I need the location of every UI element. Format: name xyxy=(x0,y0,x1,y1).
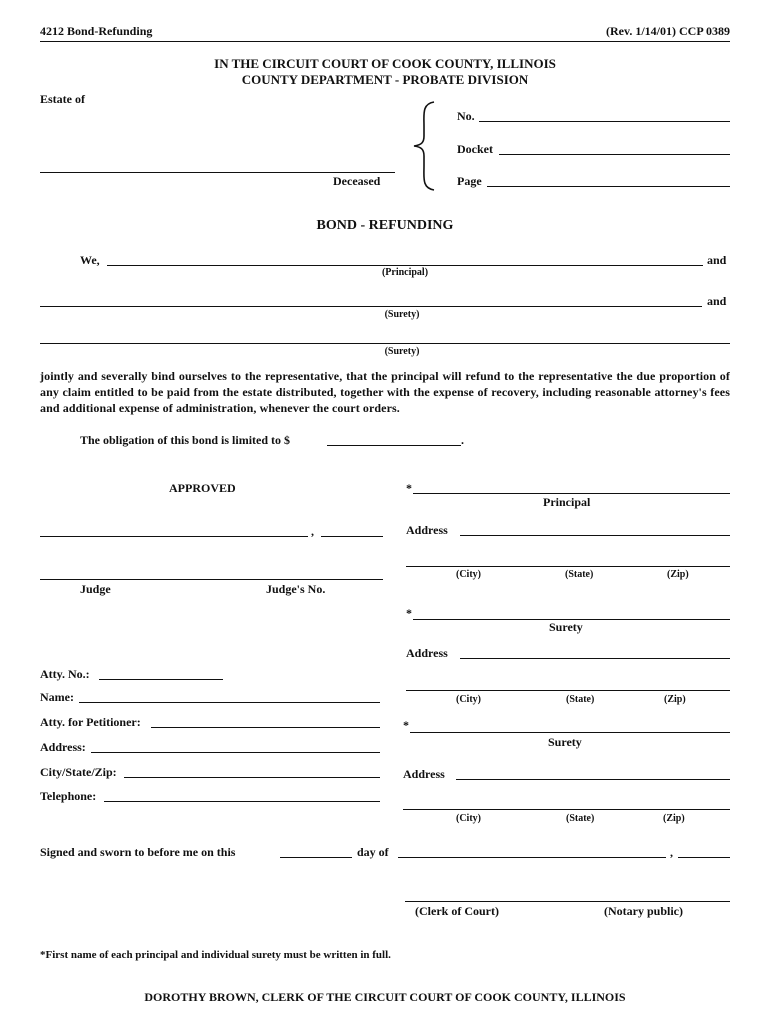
obligation-amount-line[interactable] xyxy=(327,445,461,446)
oath-month-line[interactable] xyxy=(398,857,666,858)
surety2-city-caption: (City) xyxy=(456,813,481,824)
principal-state-caption: (State) xyxy=(565,569,594,580)
atty-for-petitioner-line[interactable] xyxy=(151,727,380,728)
oath-comma: , xyxy=(670,845,673,859)
docket-line[interactable] xyxy=(499,154,730,155)
principal-address-label: Address xyxy=(406,523,448,537)
oath-year-line[interactable] xyxy=(678,857,730,858)
surety2-asterisk: * xyxy=(403,718,409,732)
footer-clerk: DOROTHY BROWN, CLERK OF THE CIRCUIT COURT OF COOK COUNTY, ILLINOIS xyxy=(144,990,626,1004)
surety1-address-label: Address xyxy=(406,646,448,660)
case-no-line[interactable] xyxy=(479,121,730,122)
surety-caption-1: (Surety) xyxy=(384,309,420,320)
docket-label: Docket xyxy=(457,142,493,156)
atty-for-petitioner-label: Atty. for Petitioner: xyxy=(40,715,141,729)
judges-no-label: Judge's No. xyxy=(266,582,326,596)
principal-asterisk: * xyxy=(406,481,412,495)
case-no-label: No. xyxy=(457,109,475,123)
surety2-address-label: Address xyxy=(403,767,445,781)
approved-label: APPROVED xyxy=(169,481,236,495)
surety1-label: Surety xyxy=(549,620,583,634)
approval-date-line[interactable] xyxy=(321,536,383,537)
surety1-zip-caption: (Zip) xyxy=(664,694,686,705)
atty-address-line[interactable] xyxy=(91,752,380,753)
surety1-city-caption: (City) xyxy=(456,694,481,705)
surety2-signature-line[interactable] xyxy=(410,732,730,733)
atty-telephone-line[interactable] xyxy=(104,801,380,802)
atty-name-line[interactable] xyxy=(79,702,380,703)
bond-title: BOND - REFUNDING xyxy=(316,218,454,233)
atty-no-line[interactable] xyxy=(99,679,223,680)
surety2-address-line[interactable] xyxy=(456,779,730,780)
obligation-period: . xyxy=(461,433,464,447)
form-revision: (Rev. 1/14/01) CCP 0389 xyxy=(606,24,730,38)
clerk-of-court-label: (Clerk of Court) xyxy=(415,904,499,918)
principal-zip-caption: (Zip) xyxy=(667,569,689,580)
principal-name-line[interactable] xyxy=(107,265,703,266)
header-rule xyxy=(40,41,730,42)
principal-city-line[interactable] xyxy=(406,566,730,567)
and-label-2: and xyxy=(707,294,727,308)
approval-comma: , xyxy=(311,524,314,538)
obligation-label: The obligation of this bond is limited to $ xyxy=(80,433,291,447)
principal-caption: (Principal) xyxy=(381,267,429,278)
surety2-label: Surety xyxy=(548,735,582,749)
surety1-asterisk: * xyxy=(406,606,412,620)
estate-name-line[interactable] xyxy=(40,172,395,173)
principal-signature-line[interactable] xyxy=(413,493,730,494)
court-line-1: IN THE CIRCUIT COURT OF COOK COUNTY, ILLINOIS xyxy=(214,56,556,71)
principal-label: Principal xyxy=(543,495,591,509)
atty-no-label: Atty. No.: xyxy=(40,667,90,681)
signed-sworn-label: Signed and sworn to before me on this xyxy=(40,845,236,859)
caption-brace xyxy=(410,100,438,192)
judge-signature-line[interactable] xyxy=(40,579,383,580)
judge-label: Judge xyxy=(80,582,111,596)
atty-address-label: Address: xyxy=(40,740,86,754)
day-of-label: day of xyxy=(357,845,389,859)
page-line[interactable] xyxy=(487,186,730,187)
surety1-city-line[interactable] xyxy=(406,690,730,691)
bond-body-text: jointly and severally bind ourselves to the representative, that the principal will refund to the representative the due proportion of any claim entitled to be paid from the estate distributed, together with the expense of recovery, including reasonable attorney's fees and additional expense of administration, whenever the court orders. xyxy=(40,369,730,415)
surety1-address-line[interactable] xyxy=(460,658,730,659)
surety-name-line-1[interactable] xyxy=(40,306,702,307)
estate-of-label: Estate of xyxy=(40,92,85,106)
surety2-city-line[interactable] xyxy=(403,809,730,810)
form-number: 4212 Bond-Refunding xyxy=(40,24,153,38)
surety1-state-caption: (State) xyxy=(566,694,595,705)
atty-city-state-zip-line[interactable] xyxy=(124,777,380,778)
surety-name-line-2[interactable] xyxy=(40,343,730,344)
clerk-signature-line[interactable] xyxy=(405,901,730,902)
atty-telephone-label: Telephone: xyxy=(40,789,97,803)
surety-caption-2: (Surety) xyxy=(384,346,420,357)
atty-name-label: Name: xyxy=(40,690,74,704)
and-label-1: and xyxy=(707,253,727,267)
court-line-2: COUNTY DEPARTMENT - PROBATE DIVISION xyxy=(241,72,529,87)
principal-city-caption: (City) xyxy=(456,569,481,580)
deceased-label: Deceased xyxy=(333,174,381,188)
atty-city-state-zip-label: City/State/Zip: xyxy=(40,765,117,779)
we-label: We, xyxy=(80,253,100,267)
oath-day-line[interactable] xyxy=(280,857,352,858)
notary-public-label: (Notary public) xyxy=(604,904,683,918)
page-label: Page xyxy=(457,174,482,188)
surety2-zip-caption: (Zip) xyxy=(663,813,685,824)
surety2-state-caption: (State) xyxy=(566,813,595,824)
principal-address-line[interactable] xyxy=(460,535,730,536)
approval-signature-line[interactable] xyxy=(40,536,308,537)
footnote: *First name of each principal and individual surety must be written in full. xyxy=(40,949,391,961)
